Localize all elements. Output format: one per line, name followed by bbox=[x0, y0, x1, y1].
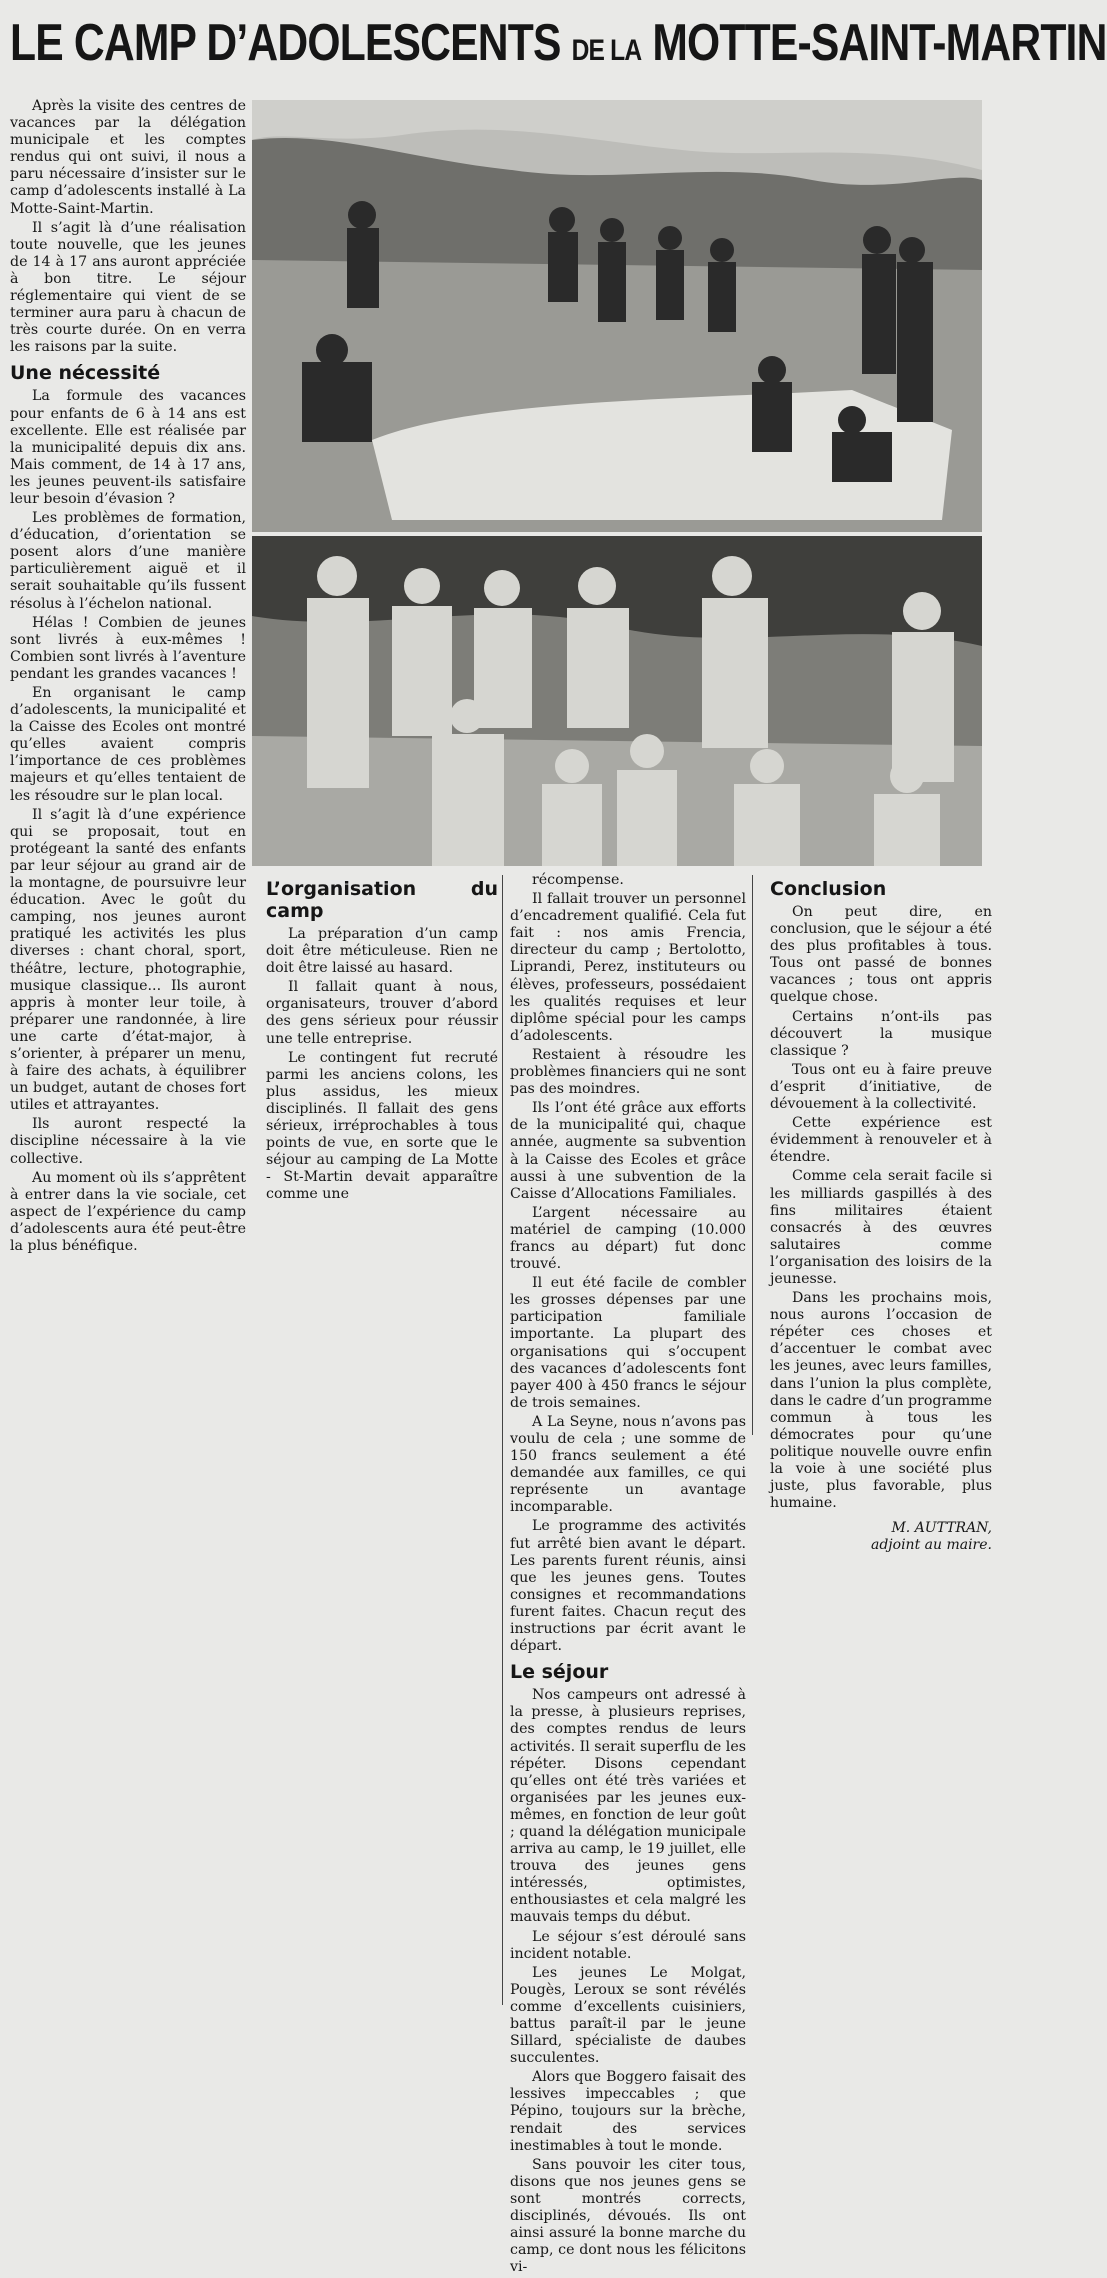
paragraph: En organisant le camp d’adolescents, la municipalité et la Caisse des Ecoles ont montré qu’elles avaient compris l’importance de ces problèmes majeurs et qu’elles tentaient de les résoudre sur le plan local. bbox=[10, 685, 246, 804]
headline bbox=[10, 6, 1107, 80]
paragraph: Le contingent fut recruté parmi les anciens colons, les plus assidus, les mieux disciplinés. Il fallait des gens sérieux, irréprochables à tous points de vue, en sorte que le séjour au camping de La Motte - St-Martin devait apparaître comme une bbox=[266, 1049, 498, 1203]
column-organisation bbox=[266, 872, 498, 1206]
column-conclusion bbox=[770, 872, 992, 1554]
paragraph: Certains n’ont-ils pas découvert la musique classique ? bbox=[770, 1008, 992, 1059]
signature-name: M. AUTTRAN, bbox=[891, 1520, 992, 1537]
photo-tent-pitching bbox=[252, 100, 982, 532]
column-divider bbox=[502, 875, 503, 2005]
paragraph: Sans pouvoir les citer tous, disons que nos jeunes gens se sont montrés corrects, disciplinés, dévoués. Ils ont ainsi assuré la bonne marche du camp, ce dont nous les félicitons vi- bbox=[510, 2156, 746, 2276]
section-title-le-sejour: Le séjour bbox=[510, 1661, 609, 1684]
paragraph: Il fallait trouver un personnel d’encadrement qualifié. Cela fut fait : nos amis Frencia, directeur du camp ; Bertolotto, Liprandi, Perez, instituteurs ou élèves, professeurs, possédaient les qualités requises et leur diplôme spécial pour les camps d’adolescents. bbox=[510, 891, 746, 1044]
paragraph: Restaient à résoudre les problèmes financiers qui ne sont pas des moindres. bbox=[510, 1046, 746, 1098]
paragraph: Alors que Boggero faisait des lessives impeccables ; que Pépino, toujours sur la brèche, rendait des services inestimables à tout le monde. bbox=[510, 2069, 746, 2154]
paragraph: L’argent nécessaire au matériel de camping (10.000 francs au départ) fut donc trouvé. bbox=[510, 1204, 746, 1273]
headline-part-2: DE LA bbox=[571, 34, 642, 67]
section-title-organisation: L’organisation du camp bbox=[266, 878, 498, 922]
signature-role: adjoint au maire. bbox=[871, 1537, 992, 1554]
paragraph: Comme cela serait facile si les milliards gaspillés à des fins militaires étaient consacrés à des œuvres salutaires comme l’organisation des loisirs de la jeunesse. bbox=[770, 1168, 992, 1287]
paragraph: Dans les prochains mois, nous aurons l’occasion de répéter ces choses et d’accentuer le combat avec les jeunes, avec leurs familles, dans l’union la plus complète, dans le cadre d’un programme commun à tous les démocrates pour qu’une politique nouvelle ouvre enfin la voie à une société plus juste, plus favorable, plus humaine. bbox=[770, 1290, 992, 1512]
column-divider bbox=[752, 875, 753, 1435]
paragraph: Les problèmes de formation, d’éducation, d’orientation se posent alors d’une manière particulièrement aiguë et il serait souhaitable qu’ils fussent résolus à l’échelon national. bbox=[10, 510, 246, 612]
paragraph: La préparation d’un camp doit être méticuleuse. Rien ne doit être laissé au hasard. bbox=[266, 926, 498, 977]
section-title-conclusion: Conclusion bbox=[770, 878, 887, 900]
paragraph: Il eut été facile de combler les grosses dépenses par une participation familiale importante. La plupart des organisations qui s’occupent des vacances d’adolescents font payer 400 à 450 francs le séjour de trois semaines. bbox=[510, 1275, 746, 1411]
section-title-une-necessite: Une nécessité bbox=[10, 362, 161, 385]
photo-group-portrait bbox=[252, 536, 982, 866]
intro-paragraph: Il s’agit là d’une réalisation toute nouvelle, que les jeunes de 14 à 17 ans auront appréciée à bon titre. Le séjour réglementaire qui vient de se terminer aura paru à chacun de très courte durée. On en verra les raisons par la suite. bbox=[10, 219, 246, 356]
paragraph: Il fallait quant à nous, organisateurs, trouver d’abord des gens sérieux pour réussir une telle entreprise. bbox=[266, 979, 498, 1047]
paragraph: Ils auront respecté la discipline nécessaire à la vie collective. bbox=[10, 1116, 246, 1167]
paragraph: La formule des vacances pour enfants de 6 à 14 ans est excellente. Elle est réalisée par la municipalité depuis dix ans. Mais comment, de 14 à 17 ans, les jeunes peuvent-ils satisfaire leur besoin d’évasion ? bbox=[10, 388, 246, 507]
paragraph: Les jeunes Le Molgat, Pougès, Leroux se sont révélés comme d’excellents cuisiniers, battus paraît-il par le jeune Sillard, spécialiste de daubes succulentes. bbox=[510, 1964, 746, 2067]
intro-paragraph: Après la visite des centres de vacances par la délégation municipale et les comptes rendus qui ont suivi, il nous a paru nécessaire d’insister sur le camp d’adolescents installé à La Motte-Saint-Martin. bbox=[10, 98, 246, 217]
paragraph: Ils l’ont été grâce aux efforts de la municipalité qui, chaque année, augmente sa subvention à la Caisse des Ecoles et grâce aussi à une subvention de la Caisse d’Allocations Familiales. bbox=[510, 1100, 746, 1202]
paragraph: Il s’agit là d’une expérience qui se proposait, tout en protégeant la santé des enfants par leur séjour au grand air de la montagne, de poursuivre leur éducation. Avec le goût du camping, nos jeunes auront pratiqué les activités les plus diverses : chant choral, sport, théâtre, lecture, photographie, musique classique... Ils auront appris à monter leur toile, à préparer une randonnée, à lire une carte d’état-major, à s’orienter, à préparer un menu, à faire des achats, à équilibrer un budget, autant de choses fort utiles et attrayantes. bbox=[10, 806, 246, 1114]
paragraph: Nos campeurs ont adressé à la presse, à plusieurs reprises, des comptes rendus de leurs activités. Il serait superflu de les répéter. Disons cependant qu’elles ont été très variées et organisées par les jeunes eux-mêmes, en fonction de leur goût ; quand la délégation municipale arriva au camp, le 19 juillet, elle trouva des jeunes gens intéressés, optimistes, enthousiastes et cela malgré les mauvais temps du début. bbox=[510, 1687, 746, 1926]
paragraph: A La Seyne, nous n’avons pas voulu de cela ; une somme de 150 francs seulement a été demandée aux familles, ce qui représente un avantage incomparable. bbox=[510, 1413, 746, 1516]
paragraph: Le séjour s’est déroulé sans incident notable. bbox=[510, 1928, 746, 1962]
headline-part-1: LE CAMP D’ADOLESCENTS bbox=[10, 14, 561, 72]
headline-part-3: MOTTE-SAINT-MARTIN bbox=[652, 14, 1107, 72]
paragraph: Cette expérience est évidemment à renouveler et à étendre. bbox=[770, 1115, 992, 1166]
paragraph: On peut dire, en conclusion, que le séjour a été des plus profitables à tous. Tous ont passé de bonnes vacances ; tous ont appris quelque chose. bbox=[770, 904, 992, 1006]
column-sejour bbox=[510, 872, 746, 2278]
paragraph: récompense. bbox=[532, 872, 624, 888]
paragraph: Le programme des activités fut arrêté bien avant le départ. Les parents furent réunis, ainsi que les jeunes gens. Toutes consignes et recommandations furent faites. Chacun reçut des instructions par écrit avant le départ. bbox=[510, 1518, 746, 1655]
paragraph: Hélas ! Combien de jeunes sont livrés à eux-mêmes ! Combien sont livrés à l’aventure pendant les grandes vacances ! bbox=[10, 614, 246, 682]
paragraph: Tous ont eu à faire preuve d’esprit d’initiative, de dévouement à la collectivité. bbox=[770, 1061, 992, 1113]
column-une-necessite bbox=[10, 98, 246, 1257]
signature bbox=[770, 1520, 992, 1554]
paragraph: Au moment où ils s’apprêtent à entrer dans la vie sociale, cet aspect de l’expérience du camp d’adolescents aura été peut-être la plus bénéfique. bbox=[10, 1169, 246, 1254]
